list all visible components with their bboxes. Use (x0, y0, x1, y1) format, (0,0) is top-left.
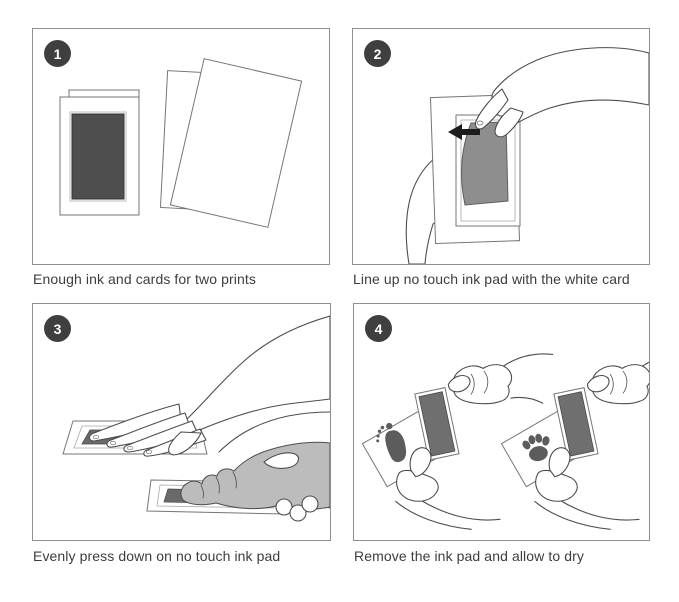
step-3-number-badge (44, 315, 71, 342)
step-1-number-badge (44, 40, 71, 67)
step-2-number-badge (364, 40, 391, 67)
step-1-panel (32, 28, 330, 265)
step-number: 4 (374, 320, 383, 337)
pressing-ink-pads-illustration (33, 304, 330, 540)
step-1-caption: Enough ink and cards for two prints (33, 271, 256, 287)
white-cards-icon (160, 59, 301, 228)
peel-scene-pawprint (501, 354, 649, 529)
removing-ink-pad-illustration (354, 304, 649, 540)
step-number: 3 (53, 320, 62, 337)
step-4-panel (353, 303, 650, 541)
pressing-hand-icon (90, 316, 331, 456)
lining-up-ink-pad-illustration (353, 29, 649, 264)
right-hand-icon (475, 48, 649, 137)
step-4-number-badge (365, 315, 392, 342)
step-2-caption: Line up no touch ink pad with the white card (353, 271, 630, 287)
step-4-caption: Remove the ink pad and allow to dry (354, 548, 584, 564)
ink-pad-and-cards-illustration (33, 29, 329, 264)
step-number: 1 (53, 45, 62, 62)
step-number: 2 (373, 45, 382, 62)
ink-pad-icon (60, 90, 139, 215)
step-3-panel (32, 303, 331, 541)
step-3-caption: Evenly press down on no touch ink pad (33, 548, 281, 564)
step-2-panel (352, 28, 650, 265)
